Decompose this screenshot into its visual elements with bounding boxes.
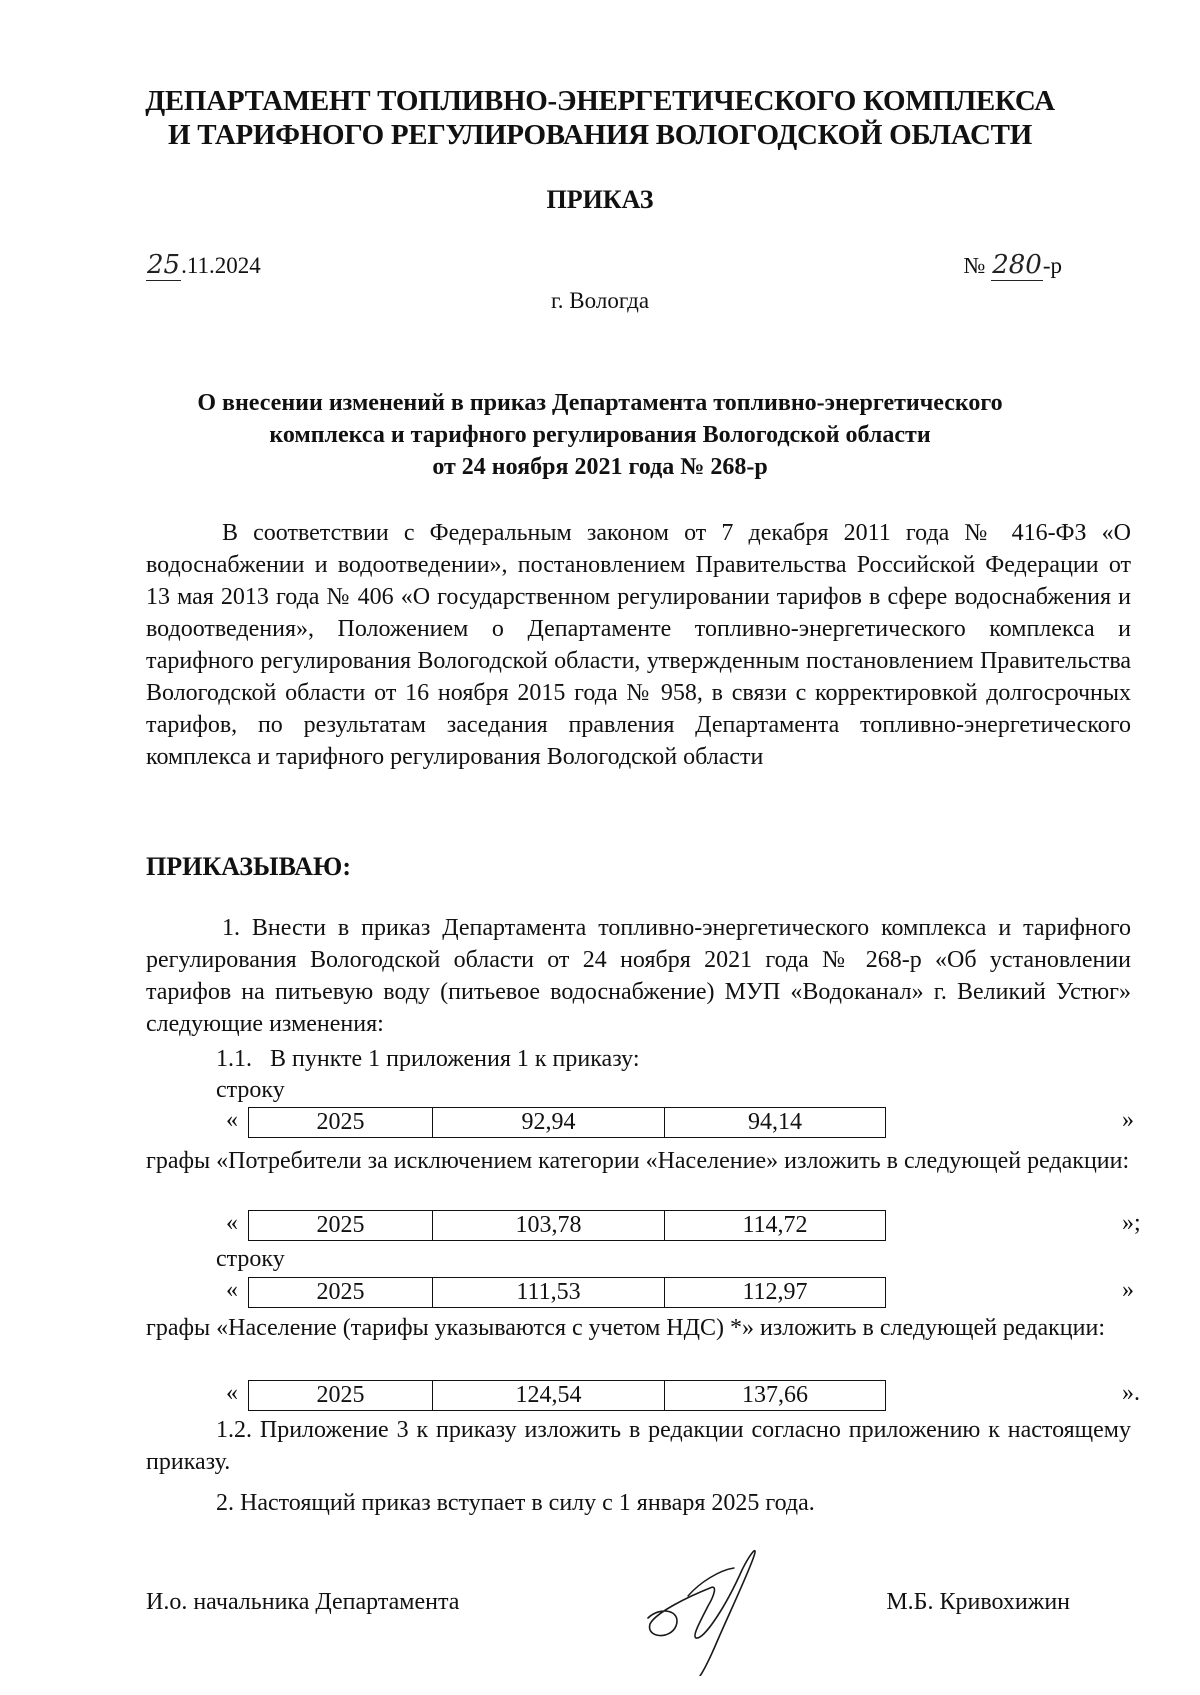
value-cells [248,1210,886,1241]
value-cells [248,1380,886,1411]
value-cells [248,1277,886,1308]
item-1-2-paragraph: 1.2. Приложение 3 к приказу изложить в редакции согласно приложению к настоящему приказу. [146,1417,1131,1475]
subject-line-2: комплекса и тарифного регулирования Вологодской области [269,422,931,448]
cell-year: 2025 [249,1381,433,1410]
cell-value-2: 94,14 [748,1109,802,1135]
row-label: строку [216,1077,285,1103]
doc-type-title: ПРИКАЗ [546,185,654,214]
handwritten-signature [630,1526,780,1676]
signatory-name: М.Б. Кривохижин [886,1589,1070,1615]
row-label-2: строку [216,1246,285,1272]
quote-open: « [226,1210,238,1236]
cell-year: 2025 [249,1108,433,1137]
cell-value-2: 137,66 [742,1382,808,1408]
signature-stroke [648,1551,755,1676]
signatory-position: И.о. начальника Департамента [146,1589,460,1615]
item-1-paragraph: 1. Внести в приказ Департамента топливно-энергетического комплекса и тарифного регулирования Вологодской области от 24 ноября 2021 года № 268-р «Об установлении тарифов на питьевую воду (питьевое водоснабжение) МУП «Водоканал» г. Великий Устюг» следующие изменения: [146,915,1131,1037]
order-date [146,250,261,280]
quote-open: « [226,1107,238,1133]
date-rest: .11.2024 [181,253,261,278]
cell-value-1: 111,53 [433,1278,665,1307]
item-1-1: 1.1. В пункте 1 приложения 1 к приказу: [216,1046,640,1072]
decree-word: ПРИКАЗЫВАЮ: [146,852,351,881]
department-line-1: ДЕПАРТАМЕНТ ТОПЛИВНО-ЭНЕРГЕТИЧЕСКОГО КОМПЛЕКСА [145,85,1055,117]
order-number [963,250,1062,280]
quote-open: « [226,1277,238,1303]
cell-year: 2025 [249,1278,433,1307]
value-cells [248,1107,886,1138]
cell-value-1: 103,78 [433,1211,665,1240]
subject-line-3: от 24 ноября 2021 года № 268-р [432,454,768,480]
quote-close: » [1122,1277,1134,1303]
quote-open: « [226,1380,238,1406]
grafa-population-paragraph: графы «Население (тарифы указываются с учетом НДС) *» изложить в следующей редакции: [146,1315,1105,1341]
subject-line-1: О внесении изменений в приказ Департамента топливно-энергетического [197,390,1003,416]
number-prefix: № [963,253,992,278]
handwritten-day: 25 [147,250,181,280]
department-line-2: И ТАРИФНОГО РЕГУЛИРОВАНИЯ ВОЛОГОДСКОЙ ОБЛАСТИ [168,119,1032,151]
signature-stroke-2 [688,1568,734,1596]
cell-value-2: 114,72 [742,1212,808,1238]
preamble-paragraph: В соответствии с Федеральным законом от 7 декабря 2011 года № 416-ФЗ «О водоснабжении и водоотведении», постановлением Правительства Российской Федерации от 13 мая 2013 года № 406 «О государственном регулировании тарифов в сфере водоснабжения и водоотведения», Положением о Департаменте топливно-энергетического комплекса и тарифного регулирования Вологодской области, утвержденным постановлением Правительства Вологодской области от 16 ноября 2015 года № 958, в связи с корректировкой долгосрочных тарифов, по результатам заседания правления Департамента топливно-энергетического комплекса и тарифного регулирования Вологодской области [146,520,1131,770]
cell-value-1: 92,94 [433,1108,665,1137]
order-subject [130,387,1070,483]
cell-year: 2025 [249,1211,433,1240]
cell-value-2: 112,97 [742,1279,808,1305]
quote-close: » [1122,1107,1134,1133]
department-header [0,84,1200,152]
grafa-consumers-paragraph: графы «Потребители за исключением категории «Население» изложить в следующей редакции: [146,1148,1130,1174]
item-2: 2. Настоящий приказ вступает в силу с 1 января 2025 года. [216,1490,815,1516]
city: г. Вологда [550,288,650,313]
cell-value-1: 124,54 [433,1381,665,1410]
handwritten-number: 280 [992,250,1042,280]
number-suffix: -р [1042,253,1062,278]
quote-close: ». [1122,1380,1140,1406]
quote-close: »; [1122,1210,1141,1236]
